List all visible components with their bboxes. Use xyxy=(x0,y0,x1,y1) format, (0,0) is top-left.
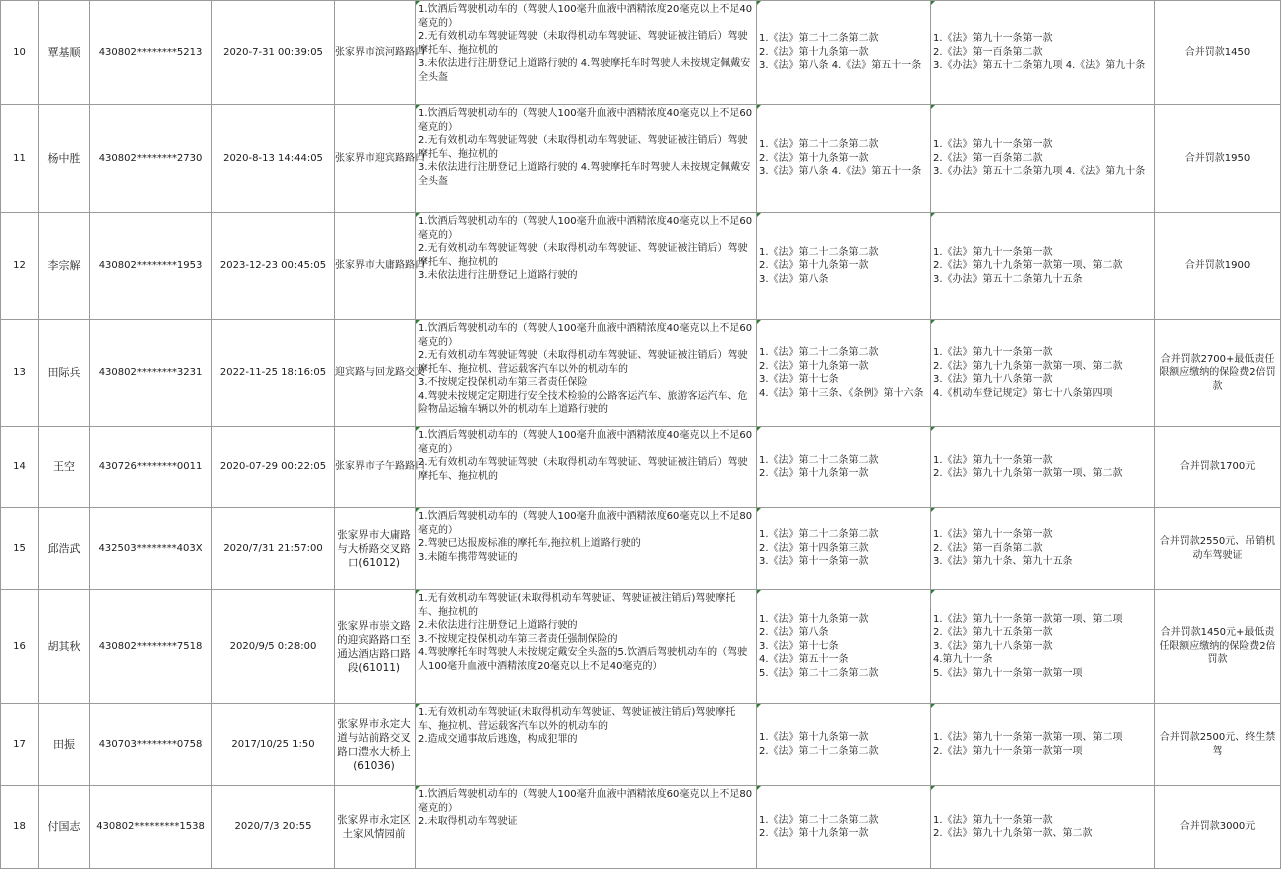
name-cell: 杨中胜 xyxy=(39,105,90,213)
penalty-law-cell xyxy=(931,704,1155,786)
table-row xyxy=(1,427,1281,508)
laws-line: 5.《法》第二十二条第二款 xyxy=(759,667,879,679)
id-number-cell: 432503********403X xyxy=(90,508,212,590)
penalty-result-cell: 合并罚款2700+最低责任限额应缴纳的保险费2倍罚款 xyxy=(1155,320,1281,427)
row-number-cell: 12 xyxy=(1,213,39,320)
penalty_laws-line: 2.《法》第一百条第二款 xyxy=(933,152,1043,164)
id-number-cell: 430802********5213 xyxy=(90,1,212,105)
law-cell xyxy=(757,508,931,590)
violation-cell xyxy=(416,508,757,590)
id-number-cell: 430802********7518 xyxy=(90,590,212,704)
laws-line: 4.《法》第五十一条 xyxy=(759,654,849,666)
laws-line: 3.《法》第八条 4.《法》第五十一条 xyxy=(759,60,922,72)
laws-line: 3.《法》第十七条 xyxy=(759,374,839,385)
row-number-cell: 10 xyxy=(1,1,39,105)
laws-line: 3.《法》第八条 4.《法》第五十一条 xyxy=(759,166,922,178)
penalty-law-cell xyxy=(931,427,1155,508)
law-cell xyxy=(757,1,931,105)
time-cell: 2022-11-25 18:16:05 xyxy=(212,320,335,427)
location-cell: 张家界市迎宾路路口 xyxy=(335,105,416,213)
penalty_laws-line: 2.《法》第九十一条第一款第一项 xyxy=(933,745,1083,757)
id-number-cell: 430802********2730 xyxy=(90,105,212,213)
row-number-cell: 13 xyxy=(1,320,39,427)
penalty_laws-line: 2.《法》第九十九条第一款、第二款 xyxy=(933,828,1093,839)
violation-cell xyxy=(416,213,757,320)
location-cell: 张家界市永定大道与站前路交叉路口澧水大桥上(61036) xyxy=(335,704,416,786)
penalty-law-cell xyxy=(931,105,1155,213)
penalty_laws-line: 3.《法》第九十八条第一款 xyxy=(933,640,1053,652)
violations-line: 1.饮酒后驾驶机动车的（驾驶人100毫升血液中酒精浓度60毫克以上不足80毫克的） xyxy=(418,511,753,536)
violations-line: 1.饮酒后驾驶机动车的（驾驶人100毫升血液中酒精浓度40毫克以上不足60毫克的） xyxy=(418,108,753,133)
table-row xyxy=(1,213,1281,320)
laws-line: 2.《法》第十九条第一款 xyxy=(759,828,869,839)
violation-cell xyxy=(416,590,757,704)
table-row xyxy=(1,704,1281,786)
id-number-cell: 430726********0011 xyxy=(90,427,212,508)
laws-line: 3.《法》第十一条第一款 xyxy=(759,556,869,568)
penalty_laws-line: 4.第九十一条 xyxy=(933,654,993,666)
table-row xyxy=(1,590,1281,704)
name-cell: 田振 xyxy=(39,704,90,786)
laws-line: 2.《法》第十九条第一款 xyxy=(759,360,869,372)
time-cell: 2020-07-29 00:22:05 xyxy=(212,427,335,508)
location-cell: 张家界市大庸路与大桥路交叉路口(61012) xyxy=(335,508,416,590)
laws-line: 2.《法》第十九条第一款 xyxy=(759,152,869,164)
violations-line: 4.驾驶未按规定定期进行安全技术检验的公路客运汽车、旅游客运汽车、危险物品运输车辆以外的机动车上道路行驶的 xyxy=(418,390,748,415)
location-cell: 张家界市永定区土家风情园前 xyxy=(335,786,416,869)
violations-line: 3.不按规定投保机动车第三者责任强制保险的 xyxy=(418,633,618,645)
penalty_laws-line: 4.《机动车登记规定》第七十八条第四项 xyxy=(933,387,1113,399)
penalty-law-cell xyxy=(931,508,1155,590)
laws-line: 1.《法》第二十二条第二款 xyxy=(759,454,879,466)
laws-line: 1.《法》第二十二条第二款 xyxy=(759,246,879,258)
violations-line: 1.饮酒后驾驶机动车的（驾驶人100毫升血液中酒精浓度20毫克以上不足40毫克的） xyxy=(418,4,753,29)
location-cell: 张家界市大庸路路口 xyxy=(335,213,416,320)
penalty-law-cell xyxy=(931,1,1155,105)
violation-cell xyxy=(416,704,757,786)
penalty_laws-line: 2.《法》第九十五条第一款 xyxy=(933,627,1053,639)
time-cell: 2023-12-23 00:45:05 xyxy=(212,213,335,320)
laws-line: 1.《法》第二十二条第二款 xyxy=(759,33,879,45)
violations-line: 1.饮酒后驾驶机动车的（驾驶人100毫升血液中酒精浓度40毫克以上不足60毫克的） xyxy=(418,323,753,348)
penalty_laws-line: 1.《法》第九十一条第一款第一项、第二项 xyxy=(933,613,1123,625)
violations-line: 2.无有效机动车驾驶证驾驶（未取得机动车驾驶证、驾驶证被注销后）驾驶摩托车、拖拉机的 xyxy=(418,31,748,56)
penalty-result-cell: 合并罚款1950 xyxy=(1155,105,1281,213)
laws-line: 2.《法》第二十二条第二款 xyxy=(759,745,879,757)
penalty_laws-line: 2.《法》第九十九条第一款第一项、第二款 xyxy=(933,468,1123,479)
violations-line: 2.无有效机动车驾驶证驾驶（未取得机动车驾驶证、驾驶证被注销后）驾驶摩托车、拖拉机的 xyxy=(418,243,748,268)
laws-line: 2.《法》第十九条第一款 xyxy=(759,260,869,272)
laws-line: 3.《法》第十七条 xyxy=(759,640,839,652)
laws-line: 2.《法》第八条 xyxy=(759,627,829,639)
name-cell: 李宗解 xyxy=(39,213,90,320)
violations-line: 4.驾驶摩托车时驾驶人未按规定戴安全头盔的5.饮酒后驾驶机动车的（驾驶人100毫升血液中酒精浓度20毫克以上不足40毫克的） xyxy=(418,647,748,672)
law-cell xyxy=(757,704,931,786)
location-cell: 迎宾路与回龙路交叉 xyxy=(335,320,416,427)
table-row xyxy=(1,786,1281,869)
laws-line: 1.《法》第二十二条第二款 xyxy=(759,529,879,541)
id-number-cell: 430802********3231 xyxy=(90,320,212,427)
violations-line: 2.无有效机动车驾驶证驾驶（未取得机动车驾驶证、驾驶证被注销后）驾驶摩托车、拖拉机的 xyxy=(418,135,748,160)
law-cell xyxy=(757,213,931,320)
penalty_laws-line: 3.《办法》第五十二条第九十五条 xyxy=(933,273,1083,285)
law-cell xyxy=(757,427,931,508)
violations-line: 3.未随车携带驾驶证的 xyxy=(418,551,518,563)
violations-line: 3.未依法进行注册登记上道路行驶的 4.驾驶摩托车时驾驶人未按规定佩戴安全头盔 xyxy=(418,162,751,187)
table-row xyxy=(1,508,1281,590)
violation-cell xyxy=(416,427,757,508)
violations-line: 2.未取得机动车驾驶证 xyxy=(418,816,518,827)
name-cell: 田际兵 xyxy=(39,320,90,427)
id-number-cell: 430703********0758 xyxy=(90,704,212,786)
violation-cell xyxy=(416,105,757,213)
violations-line: 3.不按规定投保机动车第三者责任保险 xyxy=(418,377,588,388)
time-cell: 2020/7/3 20:55 xyxy=(212,786,335,869)
row-number-cell: 14 xyxy=(1,427,39,508)
violations-line: 2.未依法进行注册登记上道路行驶的 xyxy=(418,620,578,631)
penalty-result-cell: 合并罚款2550元、吊销机动车驾驶证 xyxy=(1155,508,1281,590)
name-cell: 胡其秋 xyxy=(39,590,90,704)
penalty-law-cell xyxy=(931,213,1155,320)
penalty_laws-line: 2.《法》第九十九条第一款第一项、第二款 xyxy=(933,260,1123,272)
penalty-result-cell: 合并罚款1450元+最低责任限额应缴纳的保险费2倍罚款 xyxy=(1155,590,1281,704)
row-number-cell: 16 xyxy=(1,590,39,704)
law-cell xyxy=(757,786,931,869)
laws-line: 1.《法》第二十二条第二款 xyxy=(759,139,879,151)
laws-line: 1.《法》第十九条第一款 xyxy=(759,613,869,625)
penalty_laws-line: 3.《办法》第五十二条第九项 4.《法》第九十条 xyxy=(933,60,1146,72)
id-number-cell: 430802*********1538 xyxy=(90,786,212,869)
table-row xyxy=(1,105,1281,213)
location-cell: 张家界市子午路路口 xyxy=(335,427,416,508)
time-cell: 2020/9/5 0:28:00 xyxy=(212,590,335,704)
penalty_laws-line: 1.《法》第九十一条第一款 xyxy=(933,347,1053,358)
penalty_laws-line: 2.《法》第一百条第二款 xyxy=(933,46,1043,58)
penalty-result-cell: 合并罚款2500元、终生禁驾 xyxy=(1155,704,1281,786)
penalty_laws-line: 1.《法》第九十一条第一款 xyxy=(933,814,1053,826)
violations-line: 1.饮酒后驾驶机动车的（驾驶人100毫升血液中酒精浓度40毫克以上不足60毫克的） xyxy=(418,216,753,241)
row-number-cell: 17 xyxy=(1,704,39,786)
penalty_laws-line: 1.《法》第九十一条第一款 xyxy=(933,139,1053,151)
law-cell xyxy=(757,105,931,213)
time-cell: 2020/7/31 21:57:00 xyxy=(212,508,335,590)
location-cell: 张家界市崇文路的迎宾路路口至通达酒店路口路段(61011) xyxy=(335,590,416,704)
row-number-cell: 18 xyxy=(1,786,39,869)
location-cell: 张家界市滨河路路口 xyxy=(335,1,416,105)
table-body xyxy=(1,1,1281,869)
penalty_laws-line: 3.《办法》第五十二条第九项 4.《法》第九十条 xyxy=(933,166,1146,178)
penalty-result-cell: 合并罚款1700元 xyxy=(1155,427,1281,508)
name-cell: 覃基顺 xyxy=(39,1,90,105)
penalty-law-cell xyxy=(931,590,1155,704)
name-cell: 付国志 xyxy=(39,786,90,869)
violations-line: 1.饮酒后驾驶机动车的（驾驶人100毫升血液中酒精浓度40毫克以上不足60毫克的） xyxy=(418,430,753,455)
penalty_laws-line: 1.《法》第九十一条第一款 xyxy=(933,33,1053,45)
violations-line: 2.造成交通事故后逃逸，构成犯罪的 xyxy=(418,734,578,745)
violation-cell xyxy=(416,786,757,869)
laws-line: 2.《法》第十九条第一款 xyxy=(759,468,869,479)
penalty-result-cell: 合并罚款1450 xyxy=(1155,1,1281,105)
row-number-cell: 11 xyxy=(1,105,39,213)
penalty_laws-line: 1.《法》第九十一条第一款 xyxy=(933,246,1053,258)
penalty_laws-line: 2.《法》第一百条第二款 xyxy=(933,542,1043,554)
id-number-cell: 430802********1953 xyxy=(90,213,212,320)
penalty_laws-line: 5.《法》第九十一条第一款第一项 xyxy=(933,667,1083,679)
penalty-result-cell: 合并罚款3000元 xyxy=(1155,786,1281,869)
laws-line: 4.《法》第十三条、《条例》第十六条 xyxy=(759,387,924,399)
penalty_laws-line: 1.《法》第九十一条第一款第一项、第二项 xyxy=(933,732,1123,743)
violation-cell xyxy=(416,320,757,427)
violations-line: 2.无有效机动车驾驶证驾驶（未取得机动车驾驶证、驾驶证被注销后）驾驶摩托车、拖拉机的 xyxy=(418,457,748,482)
laws-line: 2.《法》第十四条第三款 xyxy=(759,542,869,554)
violations-line: 3.未依法进行注册登记上道路行驶的 xyxy=(418,270,578,281)
laws-line: 3.《法》第八条 xyxy=(759,273,829,285)
laws-line: 1.《法》第二十二条第二款 xyxy=(759,347,879,358)
row-number-cell: 15 xyxy=(1,508,39,590)
violations-line: 2.无有效机动车驾驶证驾驶（未取得机动车驾驶证、驾驶证被注销后）驾驶摩托车、拖拉机、营运载客汽车以外的机动车的 xyxy=(418,350,748,375)
time-cell: 2020-8-13 14:44:05 xyxy=(212,105,335,213)
law-cell xyxy=(757,320,931,427)
name-cell: 邱浩武 xyxy=(39,508,90,590)
penalty-law-cell xyxy=(931,320,1155,427)
time-cell: 2017/10/25 1:50 xyxy=(212,704,335,786)
violations-line: 1.饮酒后驾驶机动车的（驾驶人100毫升血液中酒精浓度60毫克以上不足80毫克的） xyxy=(418,789,753,814)
violation-cell xyxy=(416,1,757,105)
penalty_laws-line: 3.《法》第九十八条第一款 xyxy=(933,374,1053,385)
penalty-result-cell: 合并罚款1900 xyxy=(1155,213,1281,320)
laws-line: 1.《法》第二十二条第二款 xyxy=(759,814,879,826)
time-cell: 2020-7-31 00:39:05 xyxy=(212,1,335,105)
penalty_laws-line: 3.《法》第九十条、第九十五条 xyxy=(933,556,1073,568)
penalty_laws-line: 2.《法》第九十九条第一款第一项、第二款 xyxy=(933,360,1123,372)
violations-line: 2.驾驶已达报废标准的摩托车,拖拉机上道路行驶的 xyxy=(418,538,641,549)
table-row xyxy=(1,320,1281,427)
laws-line: 2.《法》第十九条第一款 xyxy=(759,46,869,58)
penalty_laws-line: 1.《法》第九十一条第一款 xyxy=(933,529,1053,541)
penalty_laws-line: 1.《法》第九十一条第一款 xyxy=(933,454,1053,466)
violations-line: 1.无有效机动车驾驶证(未取得机动车驾驶证、驾驶证被注销后)驾驶摩托车、拖拉机、营运载客汽车以外的机动车的 xyxy=(418,707,736,732)
penalty-law-cell xyxy=(931,786,1155,869)
table-row xyxy=(1,1,1281,105)
laws-line: 1.《法》第十九条第一款 xyxy=(759,732,869,743)
violations-line: 1.无有效机动车驾驶证(未取得机动车驾驶证、驾驶证被注销后)驾驶摩托车、拖拉机的 xyxy=(418,593,736,618)
name-cell: 王空 xyxy=(39,427,90,508)
law-cell xyxy=(757,590,931,704)
violations-line: 3.未依法进行注册登记上道路行驶的 4.驾驶摩托车时驾驶人未按规定佩戴安全头盔 xyxy=(418,58,751,83)
